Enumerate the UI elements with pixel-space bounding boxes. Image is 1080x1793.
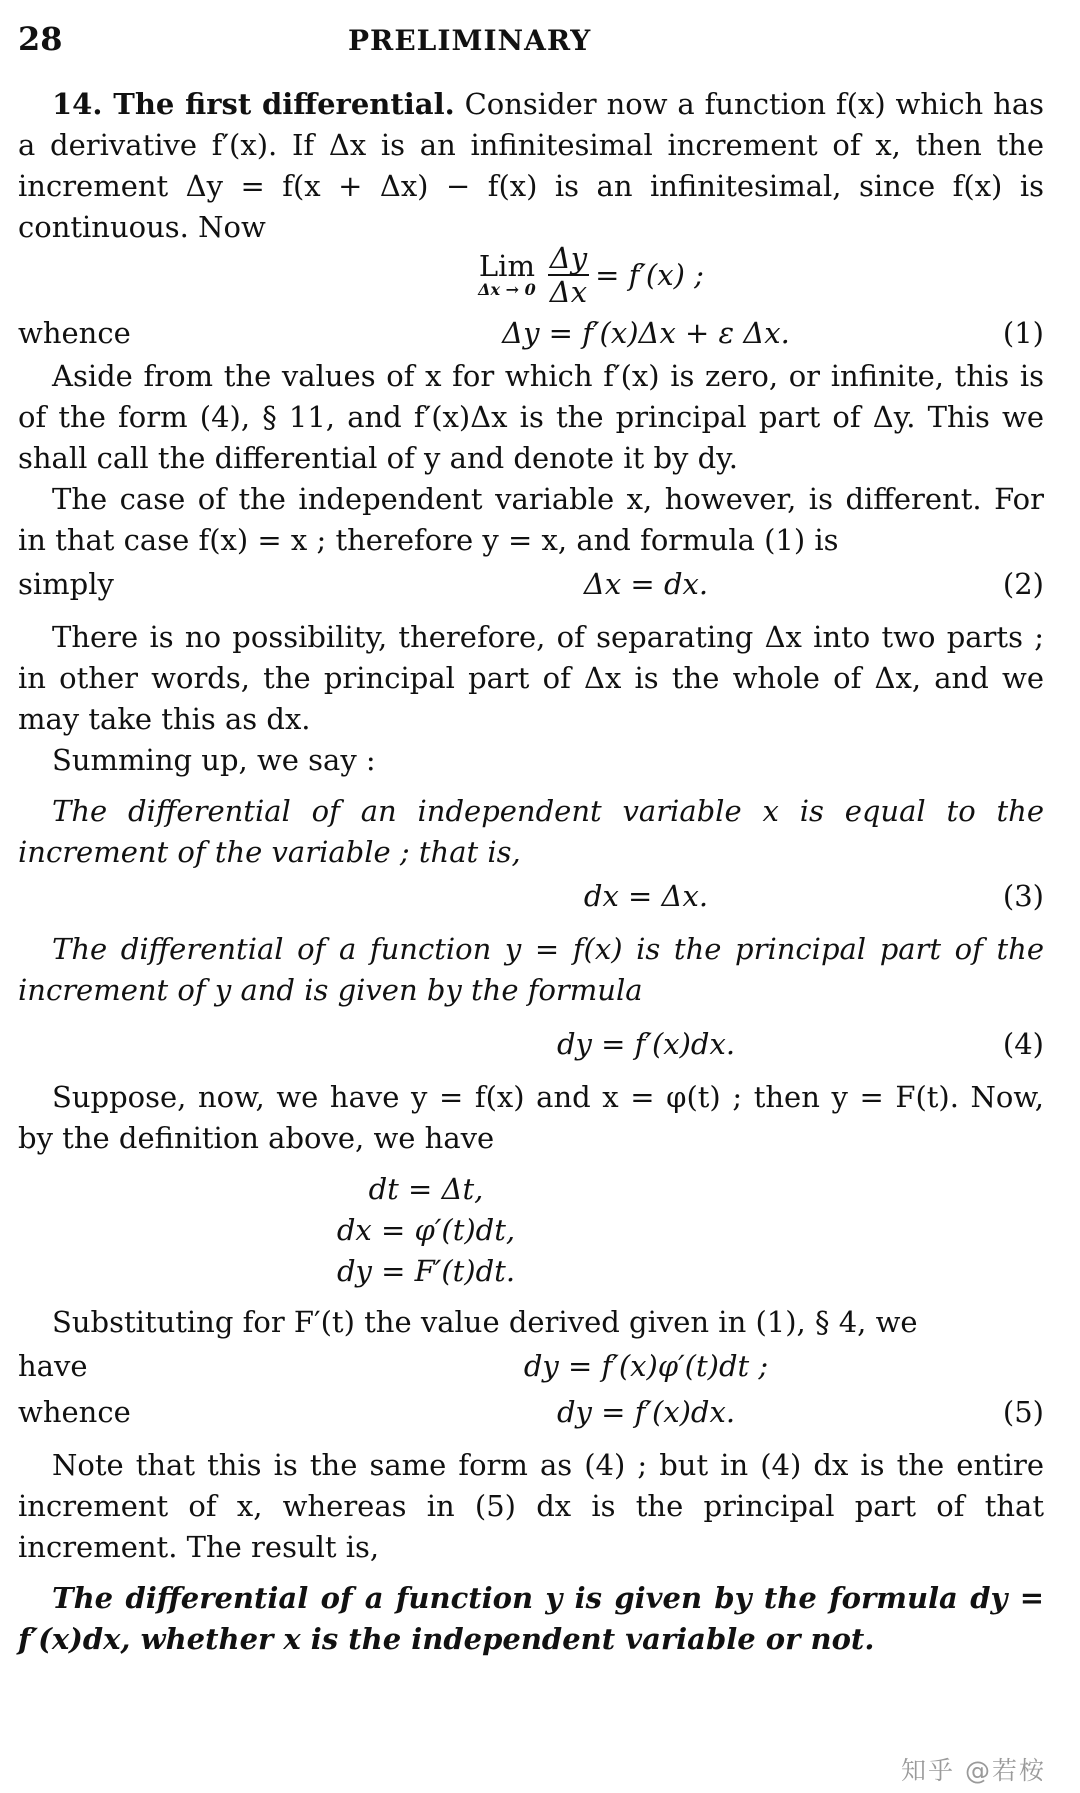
theorem-function-differential: The differential of a function y = f(x) is the principal part of the increment of y and is given by the formula xyxy=(18,932,1044,1007)
equation-1 xyxy=(18,310,1044,356)
fraction-numerator: Δy xyxy=(549,241,588,275)
page-number: 28 xyxy=(18,20,63,58)
paragraph-note: Note that this is the same form as (4) ; but in (4) dx is the entire increment of x, whereas in (5) dx is the principal part of that increment. The result is, xyxy=(18,1448,1044,1564)
limit-label: Lim xyxy=(478,249,535,283)
equation-5-expression: dy = f′(x)dx. xyxy=(556,1394,736,1429)
paragraph-summing-up: Summing up, we say : xyxy=(52,743,376,777)
equation-5 xyxy=(18,1389,1044,1435)
equation-stack-line-3: dy = F′(t)dt. xyxy=(336,1254,516,1288)
running-head: PRELIMINARY xyxy=(348,24,592,57)
equation-1-expression: Δy = f′(x)Δx + ε Δx. xyxy=(502,315,790,350)
limit-fraction xyxy=(548,242,589,308)
paragraph-no-separation: There is no possibility, therefore, of separating Δx into two parts ; in other words, the principal part of Δx is the whole of Δx, and we may take this as dx. xyxy=(18,620,1044,736)
limit-subscript: Δx → 0 xyxy=(478,280,536,299)
equation-2 xyxy=(18,561,1044,607)
paragraph-independent-variable: The case of the independent variable x, however, is different. For in that case f(x) = x ; therefore y = x, and formula (1) is xyxy=(18,482,1044,557)
paragraph-substituting: Substituting for F′(t) the value derived given in (1), § 4, we xyxy=(52,1305,918,1339)
equation-2-expression: Δx = dx. xyxy=(583,566,709,601)
equation-substituted-lead: have xyxy=(18,1348,88,1383)
theorem-independent-differential: The differential of an independent variable x is equal to the increment of the variable ; that is, xyxy=(18,794,1044,869)
equation-stack-line-2: dx = φ′(t)dt, xyxy=(336,1213,516,1247)
equation-3 xyxy=(18,873,1044,919)
equation-1-lead: whence xyxy=(18,315,131,350)
section-title: 14. The first differential. xyxy=(52,87,455,121)
page-header xyxy=(18,20,1044,64)
paragraph-composite-function: Suppose, now, we have y = f(x) and x = φ(t) ; then y = F(t). Now, by the definition above, we have xyxy=(18,1080,1044,1155)
equation-stack xyxy=(18,1169,1044,1292)
equation-2-lead: simply xyxy=(18,566,114,601)
equation-4 xyxy=(18,1021,1044,1067)
equation-4-expression: dy = f′(x)dx. xyxy=(556,1026,736,1061)
section-intro-text: Consider now a function f(x) which has a derivative f′(x). If Δx is an infinitesimal increment of x, then the increment Δy = f(x + Δx) − f(x) is an infinitesimal, since f(x) is continuous. Now xyxy=(18,87,1044,244)
equation-1-number: (1) xyxy=(1002,315,1044,350)
theorem-invariance: The differential of a function y is given by the formula dy = f′(x)dx, whether x is the independent variable or not. xyxy=(18,1581,1044,1656)
limit-operator xyxy=(478,251,536,299)
limit-equation xyxy=(18,242,1044,308)
equation-stack-line-1: dt = Δt, xyxy=(368,1172,484,1206)
equation-substituted xyxy=(18,1343,1044,1389)
paragraph-principal-part: Aside from the values of x for which f′(x) is zero, or infinite, this is of the form (4), § 11, and f′(x)Δx is the principal part of Δy. This we shall call the differential of y and denote it by dy. xyxy=(18,359,1044,475)
paragraph-section-intro xyxy=(18,84,1044,248)
equation-2-number: (2) xyxy=(1002,566,1044,601)
equation-substituted-expression: dy = f′(x)φ′(t)dt ; xyxy=(523,1348,769,1383)
watermark-text: 知乎 @若桉 xyxy=(901,1756,1046,1785)
equation-3-number: (3) xyxy=(1002,878,1044,913)
limit-rhs: = f′(x) ; xyxy=(595,257,704,292)
equation-5-number: (5) xyxy=(1002,1394,1044,1429)
equation-4-number: (4) xyxy=(1002,1026,1044,1061)
fraction-denominator: Δx xyxy=(549,275,588,309)
equation-5-lead: whence xyxy=(18,1394,131,1429)
equation-3-expression: dx = Δx. xyxy=(583,878,709,913)
page-body xyxy=(18,84,1044,1660)
watermark xyxy=(901,1751,1046,1787)
